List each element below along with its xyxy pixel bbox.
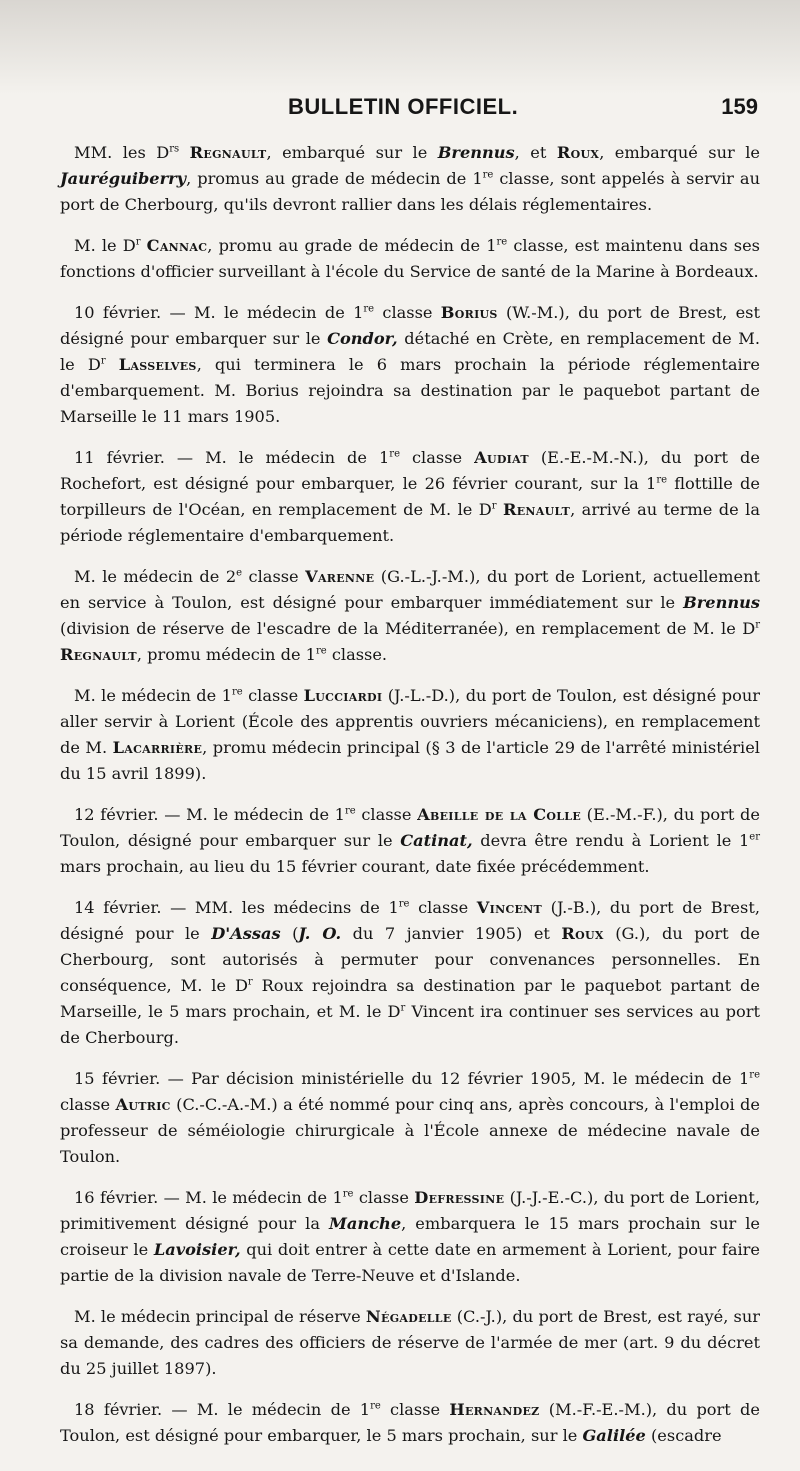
bulletin-paragraph xyxy=(60,300,760,430)
text-run: classe xyxy=(242,567,306,586)
text-run: , promu médecin principal (§ 3 de l'article 29 de l'arrêté ministériel du 15 avril 1899). xyxy=(60,738,760,783)
text-run: MM. les D xyxy=(74,143,170,162)
text-run: 15 février. — Par décision ministérielle du 12 février 1905, M. le médecin de 1 xyxy=(74,1069,750,1088)
text-run: (C.-J.), du port de Brest, est rayé, sur sa demande, des cadres des officiers de réserve de l'armée de mer (art. 9 du décret du 25 juillet 1897). xyxy=(60,1307,760,1378)
bulletin-paragraph xyxy=(60,445,760,549)
text-run: classe xyxy=(353,1188,415,1207)
bulletin-paragraph xyxy=(60,233,760,285)
page-number: 159 xyxy=(721,94,758,119)
superscript: rs xyxy=(169,143,180,155)
person-name: Vincent xyxy=(476,898,543,917)
superscript: r xyxy=(247,976,253,988)
text-run: qui doit entrer à cette date en armement à Lorient, pour faire partie de la division navale de Terre-Neuve et d'Islande. xyxy=(60,1240,760,1285)
text-run: , qui terminera le 6 mars prochain la période réglementaire d'embarquement. M. Borius rejoindra sa destination par le paquebot partant de Marseille le 11 mars 1905. xyxy=(60,355,760,426)
superscript: r xyxy=(100,355,106,367)
text-run: classe xyxy=(400,448,475,467)
superscript: re xyxy=(315,645,327,657)
person-name: Audiat xyxy=(474,448,529,467)
bulletin-body xyxy=(60,140,760,1464)
bulletin-paragraph xyxy=(60,802,760,880)
text-run: 14 février. — MM. les médecins de 1 xyxy=(74,898,399,917)
text-run: 10 février. — M. le médecin de 1 xyxy=(74,303,364,322)
bulletin-paragraph xyxy=(60,1304,760,1382)
text-run: , embarqué sur le xyxy=(266,143,438,162)
ship-or-publication-name: Brennus xyxy=(683,593,760,612)
superscript: r xyxy=(400,1002,406,1014)
text-run: , embarqué sur le xyxy=(599,143,760,162)
text-run: 12 février. — M. le médecin de 1 xyxy=(74,805,345,824)
text-run: classe xyxy=(409,898,477,917)
person-name: Renault xyxy=(502,500,571,519)
superscript: re xyxy=(370,1400,381,1412)
text-run: (J.-B.), du port de Brest, désigné pour le xyxy=(60,898,760,943)
person-name: Lasselves xyxy=(118,355,197,374)
text-run: M. le médecin de 1 xyxy=(74,686,232,705)
text-run: M. le médecin principal de réserve xyxy=(74,1307,366,1326)
superscript: r xyxy=(491,500,497,512)
bulletin-paragraph xyxy=(60,1397,760,1449)
ship-or-publication-name: Lavoisier, xyxy=(153,1240,241,1259)
person-name: Autric xyxy=(115,1095,171,1114)
text-run: classe. xyxy=(326,645,388,664)
text-run: , et xyxy=(514,143,557,162)
text-run: Vincent ira continuer ses services au port de Cherbourg. xyxy=(60,1002,761,1047)
text-run xyxy=(179,143,189,162)
text-run: , arrivé au terme de la période réglementaire d'embarquement. xyxy=(60,500,760,545)
text-run: , embarquera le 15 mars prochain sur le croiseur le xyxy=(60,1214,761,1259)
ship-or-publication-name: Condor, xyxy=(327,329,398,348)
ship-or-publication-name: Catinat, xyxy=(400,831,473,850)
text-run: classe xyxy=(380,1400,450,1419)
superscript: e xyxy=(236,567,243,579)
text-run: classe xyxy=(355,805,418,824)
text-run: , promus au grade de médecin de 1 xyxy=(186,169,483,188)
text-run xyxy=(106,355,119,374)
text-run: 11 février. — M. le médecin de 1 xyxy=(74,448,390,467)
bulletin-paragraph xyxy=(60,140,760,218)
person-name: Cannac xyxy=(146,236,208,255)
bulletin-paragraph xyxy=(60,564,760,668)
text-run: classe xyxy=(374,303,441,322)
text-run: (E.-M.-F.), du port de Toulon, désigné pour embarquer sur le xyxy=(60,805,760,850)
text-run: , promu médecin de 1 xyxy=(136,645,316,664)
superscript: re xyxy=(344,805,356,817)
text-run: classe, sont appelés à servir au port de Cherbourg, qu'ils devront rallier dans les délais réglementaires. xyxy=(60,169,760,214)
person-name: Roux xyxy=(556,143,600,162)
text-run: Roux rejoindra sa destination par le paquebot partant de Marseille, le 5 mars prochain, et M. le D xyxy=(60,976,760,1021)
person-name: Lacarrière xyxy=(112,738,203,757)
text-run: (G.), du port de Cherbourg, sont autorisés à permuter pour convenances personnelles. En conséquence, M. le D xyxy=(60,924,760,995)
text-run: classe xyxy=(242,686,304,705)
superscript: re xyxy=(398,898,410,910)
page-header xyxy=(60,94,760,134)
person-name: Hernandez xyxy=(449,1400,540,1419)
text-run: (C.-C.-A.-M.) a été nommé pour cinq ans, après concours, à l'emploi de professeur de séméiologie chirurgicale à l'École annexe de médecine navale de Toulon. xyxy=(60,1095,760,1166)
text-run: (J.-J.-E.-C.), du port de Lorient, primitivement désigné pour la xyxy=(60,1188,760,1233)
superscript: r xyxy=(755,619,760,631)
superscript: re xyxy=(482,169,494,181)
superscript: re xyxy=(389,448,400,460)
person-name: Borius xyxy=(440,303,498,322)
text-run: (E.-E.-M.-N.), du port de Rochefort, est désigné pour embarquer, le 26 février courant, sur la 1 xyxy=(60,448,760,493)
text-run: 16 février. — M. le médecin de 1 xyxy=(74,1188,343,1207)
text-run: (M.-F.-E.-M.), du port de Toulon, est désigné pour embarquer, le 5 mars prochain, sur le xyxy=(60,1400,760,1445)
ship-or-publication-name: Galilée xyxy=(582,1426,646,1445)
superscript: re xyxy=(231,686,243,698)
ship-or-publication-name: Manche xyxy=(329,1214,402,1233)
person-name: Lucciardi xyxy=(303,686,383,705)
text-run: (division de réserve de l'escadre de la Méditerranée), en remplacement de M. le D xyxy=(60,619,756,638)
text-run: M. le D xyxy=(74,236,136,255)
ship-or-publication-name: Brennus xyxy=(437,143,515,162)
text-run: flottille de torpilleurs de l'Océan, en remplacement de M. le D xyxy=(60,474,760,519)
text-run: 18 février. — M. le médecin de 1 xyxy=(74,1400,371,1419)
text-run: détaché en Crète, en remplacement de M. le D xyxy=(60,329,760,374)
superscript: r xyxy=(135,236,141,248)
text-run: (G.-L.-J.-M.), du port de Lorient, actuellement en service à Toulon, est désigné pour embarquer immédiatement sur le xyxy=(60,567,760,612)
running-title: BULLETIN OFFICIEL. xyxy=(288,94,519,119)
person-name: Regnault xyxy=(60,645,137,664)
ship-or-publication-name: Jauréguiberry xyxy=(60,169,187,188)
superscript: re xyxy=(496,236,508,248)
superscript: re xyxy=(363,303,375,315)
text-run: devra être rendu à Lorient le 1 xyxy=(472,831,750,850)
text-run: du 7 janvier 1905) et xyxy=(341,924,562,943)
bulletin-paragraph xyxy=(60,683,760,787)
person-name: Defressine xyxy=(414,1188,505,1207)
superscript: re xyxy=(656,474,668,486)
person-name: Regnault xyxy=(189,143,267,162)
text-run: classe xyxy=(60,1095,116,1114)
text-run: ( xyxy=(280,924,299,943)
superscript: er xyxy=(749,831,760,843)
text-run: M. le médecin de 2 xyxy=(74,567,237,586)
text-run: (W.-M.), du port de Brest, est désigné pour embarquer sur le xyxy=(60,303,760,348)
bulletin-paragraph xyxy=(60,895,760,1051)
person-name: Roux xyxy=(561,924,604,943)
superscript: re xyxy=(749,1069,760,1081)
bulletin-paragraph xyxy=(60,1066,760,1170)
text-run: mars prochain, au lieu du 15 février courant, date fixée précédemment. xyxy=(60,857,650,876)
person-name: Abeille de la Colle xyxy=(417,805,582,824)
person-name: Négadelle xyxy=(365,1307,452,1326)
text-run: (J.-L.-D.), du port de Toulon, est désigné pour aller servir à Lorient (École des apprentis ouvriers mécaniciens), en remplacement de M. xyxy=(60,686,760,757)
ship-or-publication-name: D'Assas xyxy=(211,924,281,943)
page-top-shadow xyxy=(0,0,800,95)
text-run: classe, est maintenu dans ses fonctions d'officier surveillant à l'école du Service de santé de la Marine à Bordeaux. xyxy=(60,236,760,281)
bulletin-paragraph xyxy=(60,1185,760,1289)
person-name: Varenne xyxy=(305,567,375,586)
superscript: re xyxy=(342,1188,354,1200)
text-run: , promu au grade de médecin de 1 xyxy=(207,236,497,255)
text-run: (escadre xyxy=(645,1426,722,1445)
ship-or-publication-name: J. O. xyxy=(298,924,342,943)
